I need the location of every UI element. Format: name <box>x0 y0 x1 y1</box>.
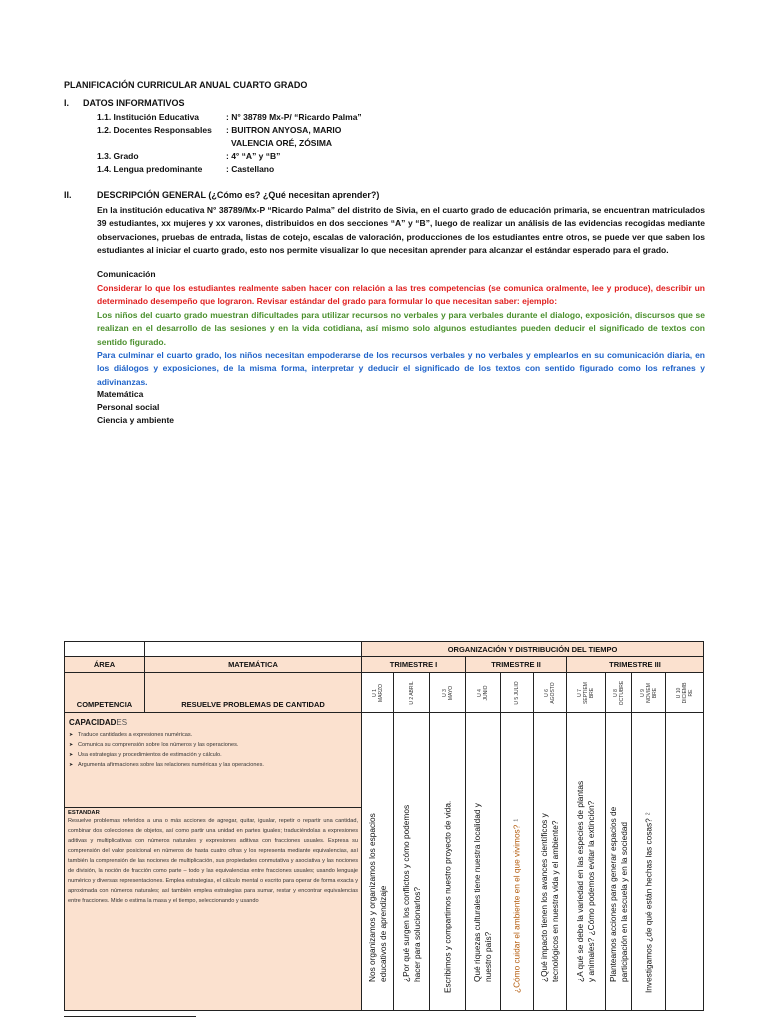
question-line-1: Nos organizamos y organizamos los espacios <box>366 813 377 982</box>
subject-comunicacion: Comunicación <box>97 269 156 279</box>
unit-question-cell-3 <box>429 712 466 1011</box>
unit-header-2 <box>393 672 430 713</box>
section-2-number: II. <box>64 190 72 200</box>
unit-question-cell-8 <box>605 712 632 1011</box>
estandar-box <box>64 807 362 1011</box>
section-1-number: I. <box>64 98 70 108</box>
trimestre-3: TRIMESTRE III <box>566 656 704 673</box>
general-description: En la institución educativa N° 38789/Mx-P “Ricardo Palma” del distrito de Sivia, en el cuarto grado de educación primaria, se encuentran matriculados 39 estudiantes, xx mujeres y xx varones, distribuidos en dos secciones “A” y “B”, luego de realizar un análisis de las evidencias recogidas mediante observaciones, pruebas de entrada, listas de cotejo, escalas de valoración, producciones de los estudiantes entre otros, se puede ver que saben los estudiantes al iniciar el cuarto grado, esto nos permite visualizar lo que necesitan aprender para alcanzar el estándar esperado para el grado. <box>97 205 705 255</box>
unit-question <box>512 819 523 993</box>
unit-question-cell-4 <box>465 712 501 1011</box>
note-green: Los niños del cuarto grado muestran dificultades para utilizar recursos no verbales y para verbales durante el dialogo, exposición, discursos que se realizan en el desarrollo de las sesiones y en la vida cotidiana, así mismo solo algunos estudiantes pueden deducir el significado de textos con sentido figurado. <box>97 310 705 347</box>
question-line-1: ¿Cómo cuidar el ambiente en el que vivimos? <box>511 824 522 993</box>
unit-label: U 6 AGOSTO <box>544 681 556 704</box>
info-label-institucion: 1.1. Institución Educativa <box>97 112 200 122</box>
question-line-2: nuestro país? <box>483 931 493 982</box>
unit-question <box>643 812 654 993</box>
unit-question <box>608 804 630 982</box>
question-line-2: hacer para solucionarlos? <box>411 886 422 982</box>
section-1-title: DATOS INFORMATIVOS <box>83 98 185 108</box>
area-label: ÁREA <box>64 656 145 673</box>
info-value-docente-2: VALENCIA ORÉ, ZÓSIMA <box>231 138 333 148</box>
question-line-1: ¿Por qué surgen los conflictos y cómo podemos <box>400 804 411 982</box>
estandar-text: Resuelve problemas referidos a una o más acciones de agregar, quitar, igualar, repetir o repartir una cantidad, combinar dos colecciones de objetos, así como partir una unidad en partes iguales; traduciéndolas a expresiones aditivas y multiplicativas con números naturales y expresiones aditivas con fracciones usuales. Expresa su comprensión del valor posicional en números de hasta cuatro cifras y los representa mediante equivalencias, así también la comprensión de las nociones de multiplicación, sus propiedades conmutativa y asociativa y las nociones de división, la noción de fracción como parte – todo y las equivalencias entre fracciones usuales; usando lenguaje numérico y diversas representaciones. Emplea estrategias, el cálculo mental o escrito para operar de forma exacta y aproximada con números naturales; así también emplea estrategias para sumar, restar y encontrar equivalencias entre fracciones. Mide o estima la masa y el tiempo, seleccionando y usando <box>68 818 358 904</box>
question-line-2: participación en la escuela y en la sociedad <box>618 821 629 982</box>
unit-label: U 8 OCTUBRE <box>612 680 625 705</box>
unit-label: U 3 MAYO <box>441 685 454 700</box>
capacidad-item: ➤ Argumenta afirmaciones sobre las relaciones numéricas y las operaciones. <box>69 760 357 770</box>
unit-label: U 5 JULIO <box>514 680 520 705</box>
note-blue: Para culminar el cuarto grado, los niños necesitan empoderarse de los recursos verbales y no verbales y emplearlos en su comunicación diaria, en los diálogos y exposiciones, de la misma forma, interpretar y deducir el significado de los textos con sentido figurado como los refranes y adivinanzas. <box>97 350 705 387</box>
capacidad-item: ➤ Comunica su comprensión sobre los números y las operaciones. <box>69 740 357 750</box>
unit-label: U 1 MARZO <box>371 683 384 702</box>
unit-question <box>367 810 389 982</box>
footnote-ref: 2 <box>645 812 651 816</box>
question-line-2: educativos de aprendizaje <box>377 885 388 982</box>
unit-header-6 <box>533 672 567 713</box>
unit-question-cell-1 <box>361 712 394 1011</box>
unit-header-5 <box>500 672 534 713</box>
unit-header-4 <box>465 672 501 713</box>
footnote-rule <box>64 1016 196 1017</box>
capacidades-suffix: ES <box>116 718 128 727</box>
table-blank-cell <box>144 641 362 657</box>
question-line-2: tecnológicos en nuestra vida y el ambiente? <box>550 820 560 982</box>
trimestre-1: TRIMESTRE I <box>361 656 466 673</box>
doc-title: PLANIFICACIÓN CURRICULAR ANUAL CUARTO GRADO <box>64 80 308 90</box>
question-line-1: ¿Qué impacto tienen los avances científicos y <box>539 813 549 982</box>
unit-question <box>442 798 453 993</box>
capacidad-item: ➤ Usa estrategias y procedimientos de estimación y cálculo. <box>69 750 357 760</box>
table-corner-cell <box>64 641 145 657</box>
unit-label: U 2 ABRIL <box>408 680 415 705</box>
info-value-grado: : 4° “A” y “B” <box>226 151 281 161</box>
unit-header-3 <box>429 672 466 713</box>
trimestre-2: TRIMESTRE II <box>465 656 567 673</box>
unit-question-cell-6 <box>533 712 567 1011</box>
info-value-institucion: : N° 38789 Mx-P/ “Ricardo Palma” <box>226 112 362 122</box>
question-line-1: Investigamos ¿de qué están hechas las cosas? <box>643 818 653 993</box>
area-value: MATEMÁTICA <box>144 656 362 673</box>
question-line-2: y animales? ¿Cómo podemos evitar la extinción? <box>586 800 596 982</box>
capacidad-item: ➤ Traduce cantidades a expresiones numéricas. <box>69 730 357 740</box>
info-value-lengua: : Castellano <box>226 164 275 174</box>
subject-matematica: Matemática <box>97 389 144 399</box>
unit-label: U 4 JUNIO <box>477 685 489 700</box>
unit-question-cell-9 <box>631 712 666 1011</box>
question-line-1: Escribimos y compartimos nuestro proyecto de vida. <box>442 800 452 993</box>
question-line-1: ¿A qué se debe la variedad en las especies de plantas <box>575 780 585 982</box>
unit-header-1 <box>361 672 394 713</box>
subject-personal-social: Personal social <box>97 402 160 412</box>
unit-question-cell-7 <box>566 712 606 1011</box>
competencia-label: COMPETENCIA <box>64 672 145 713</box>
unit-label: U 10 DICIEMB RE <box>675 682 694 703</box>
footnote-ref: 1 <box>513 818 520 822</box>
unit-question <box>575 778 597 982</box>
capacidades-label: CAPACIDAD <box>69 718 117 727</box>
unit-header-9 <box>631 672 666 713</box>
unit-label: U 9 NOVIEM BRE <box>639 682 658 703</box>
unit-header-10 <box>665 672 704 713</box>
planning-table <box>64 641 704 1011</box>
unit-question-cell-2 <box>393 712 430 1011</box>
capacidades-box <box>64 712 362 808</box>
unit-header-8 <box>605 672 632 713</box>
unit-label: U 7 SEPTIEM BRE <box>577 681 595 704</box>
unit-header-7 <box>566 672 606 713</box>
note-red: Considerar lo que los estudiantes realmente saben hacer con relación a las tres competencias (se comunica oralmente, lee y produce), describir un determinado desempeño que lograron. Revisar estándar del grado para formular lo que necesitan saber: ejemplo: <box>97 283 705 307</box>
unit-question <box>401 802 423 982</box>
question-line-1: Planteamos acciones para generar espacios de <box>607 806 618 982</box>
estandar-label: ESTANDAR <box>68 810 100 816</box>
unit-question <box>472 800 494 982</box>
org-header: ORGANIZACIÓN Y DISTRIBUCIÓN DEL TIEMPO <box>361 641 704 657</box>
info-label-lengua: 1.4. Lengua predominante <box>97 164 203 174</box>
competencia-value: RESUELVE PROBLEMAS DE CANTIDAD <box>144 672 362 713</box>
section-2-title: DESCRIPCIÓN GENERAL (¿Cómo es? ¿Qué necesitan aprender?) <box>97 190 380 200</box>
unit-question <box>539 810 561 982</box>
info-label-grado: 1.3. Grado <box>97 151 139 161</box>
unit-question-cell-10 <box>665 712 704 1011</box>
unit-question-cell-5 <box>500 712 534 1011</box>
subject-ciencia-ambiente: Ciencia y ambiente <box>97 415 175 425</box>
question-line-1: Qué riquezas culturales tiene nuestra localidad y <box>472 803 482 982</box>
info-value-docente-1: : BUITRON ANYOSA, MARIO <box>226 125 342 135</box>
info-label-docentes: 1.2. Docentes Responsables <box>97 125 212 135</box>
